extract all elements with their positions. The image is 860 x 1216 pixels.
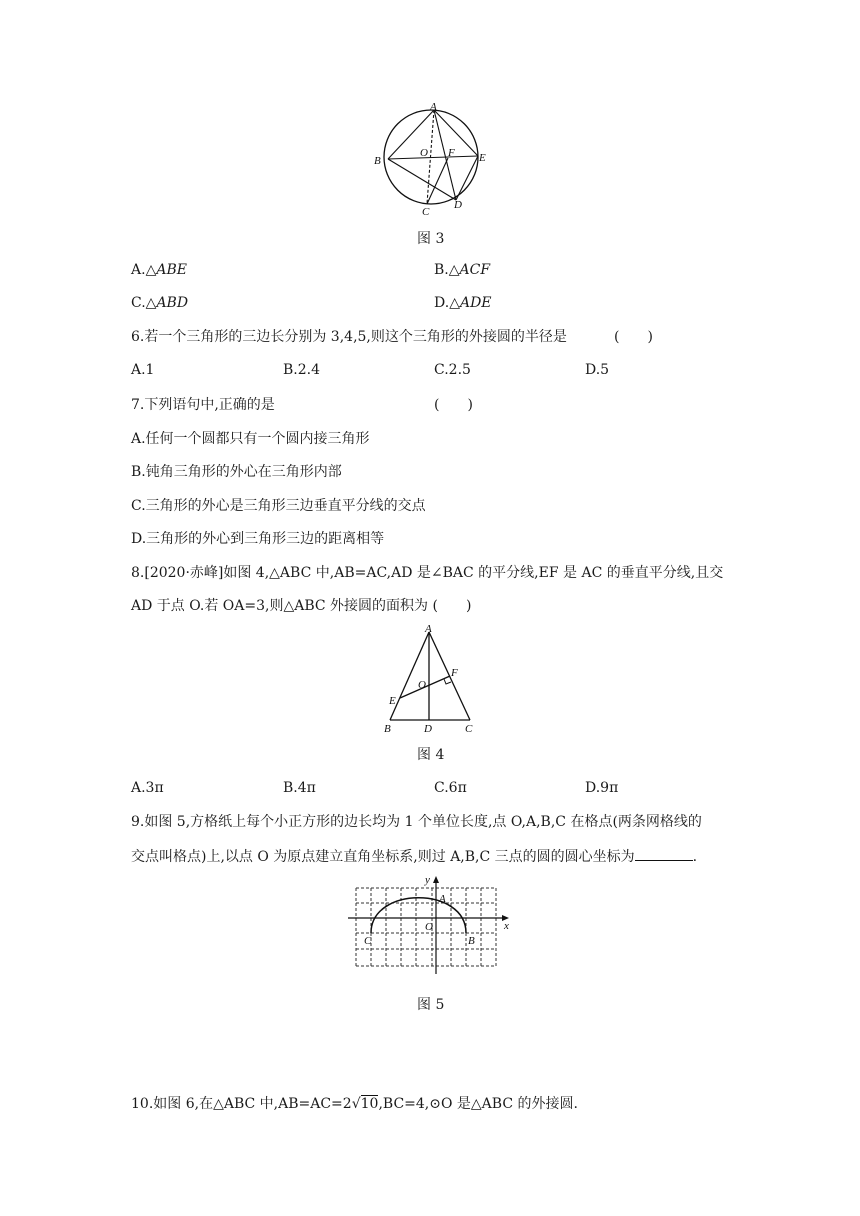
- q9-answer-blank[interactable]: [635, 846, 693, 861]
- fig3-caption: 图 3: [417, 231, 445, 247]
- q8-option-a[interactable]: A.3π: [131, 780, 164, 796]
- figure-3: [370, 98, 495, 223]
- figure-5: [348, 874, 518, 974]
- q5-option-d[interactable]: [434, 294, 492, 312]
- fig3-label-f: F: [448, 147, 455, 159]
- q5-option-b-text: △ACF: [448, 262, 491, 278]
- q7-option-c[interactable]: C.三角形的外心是三角形三边垂直平分线的交点: [131, 498, 426, 514]
- q5-option-c-letter: C.: [131, 295, 146, 311]
- fig4-label-e: E: [389, 695, 396, 707]
- fig4-label-b: B: [384, 723, 391, 735]
- fig4-label-f: F: [451, 667, 458, 679]
- fig3-label-a: A: [430, 101, 437, 113]
- q8-option-b[interactable]: B.4π: [283, 780, 316, 796]
- fig4-label-a: A: [425, 623, 432, 635]
- q8-option-d[interactable]: D.9π: [585, 780, 619, 796]
- q6-option-d[interactable]: D.5: [585, 362, 610, 378]
- q8-option-c[interactable]: C.6π: [434, 780, 467, 796]
- q5-option-d-letter: D.: [434, 295, 450, 311]
- q9-stem-line2: [131, 846, 697, 866]
- q6-stem: 6.若一个三角形的三边长分别为 3,4,5,则这个三角形的外接圆的半径是: [131, 329, 567, 345]
- q6-option-b[interactable]: B.2.4: [283, 362, 321, 378]
- fig5-label-b: B: [468, 935, 475, 947]
- q10-stem-suffix: ,BC=4,⊙O 是△ABC 的外接圆.: [378, 1096, 578, 1112]
- q7-stem: 7.下列语句中,正确的是: [131, 397, 275, 413]
- fig3-label-d: D: [454, 199, 462, 211]
- fig5-label-x: x: [504, 920, 509, 932]
- q5-option-c[interactable]: [131, 294, 188, 312]
- q6-paren: ( ): [614, 329, 653, 345]
- q5-option-b-letter: B.: [434, 262, 449, 278]
- q9-stem-line2-text: 交点叫格点)上,以点 O 为原点建立直角坐标系,则过 A,B,C 三点的圆的圆心坐标为: [131, 849, 635, 865]
- fig4-caption: 图 4: [417, 747, 445, 763]
- q6-option-a[interactable]: A.1: [131, 362, 155, 378]
- q5-option-c-text: △ABD: [145, 295, 189, 311]
- fig3-label-o: O: [420, 147, 428, 159]
- fig5-label-c: C: [364, 935, 372, 947]
- q10-radicand: 10: [360, 1096, 379, 1112]
- fig5-label-a: A: [439, 893, 446, 905]
- q7-option-d[interactable]: D.三角形的外心到三角形三边的距离相等: [131, 531, 385, 547]
- fig3-label-c: C: [422, 206, 430, 218]
- q8-stem-line1: 8.[2020·赤峰]如图 4,△ABC 中,AB=AC,AD 是∠BAC 的平分线,EF 是 AC 的垂直平分线,且交: [131, 565, 724, 581]
- fig4-label-d: D: [424, 723, 432, 735]
- q5-option-d-text: △ADE: [449, 295, 492, 311]
- q9-stem-line2-end: .: [692, 849, 698, 865]
- q5-option-a-letter: A.: [131, 262, 146, 278]
- fig3-label-e: E: [479, 152, 486, 164]
- q5-option-b[interactable]: [434, 261, 490, 279]
- fig3-label-b: B: [374, 155, 381, 167]
- q9-stem-line1: 9.如图 5,方格纸上每个小正方形的边长均为 1 个单位长度,点 O,A,B,C 在格点(两条网格线的: [131, 814, 702, 830]
- fig5-label-o: O: [425, 921, 433, 933]
- fig4-label-o: O: [418, 679, 426, 691]
- q10-stem-prefix: 10.如图 6,在△ABC 中,AB=AC=2: [131, 1096, 352, 1112]
- fig4-label-c: C: [465, 723, 473, 735]
- q7-paren: ( ): [434, 397, 473, 413]
- q10-stem: [131, 1095, 578, 1113]
- q8-stem-line2: AD 于点 O.若 OA=3,则△ABC 外接圆的面积为 ( ): [131, 598, 472, 614]
- figure-4: [380, 622, 480, 737]
- q5-option-a[interactable]: [131, 261, 187, 279]
- q7-option-a[interactable]: A.任何一个圆都只有一个圆内接三角形: [131, 431, 370, 447]
- fig5-label-y: y: [425, 874, 430, 886]
- q5-option-a-text: △ABE: [145, 262, 187, 278]
- q7-option-b[interactable]: B.钝角三角形的外心在三角形内部: [131, 464, 342, 480]
- fig5-caption: 图 5: [417, 997, 445, 1013]
- q6-option-c[interactable]: C.2.5: [434, 362, 471, 378]
- sqrt-symbol: √: [351, 1096, 361, 1112]
